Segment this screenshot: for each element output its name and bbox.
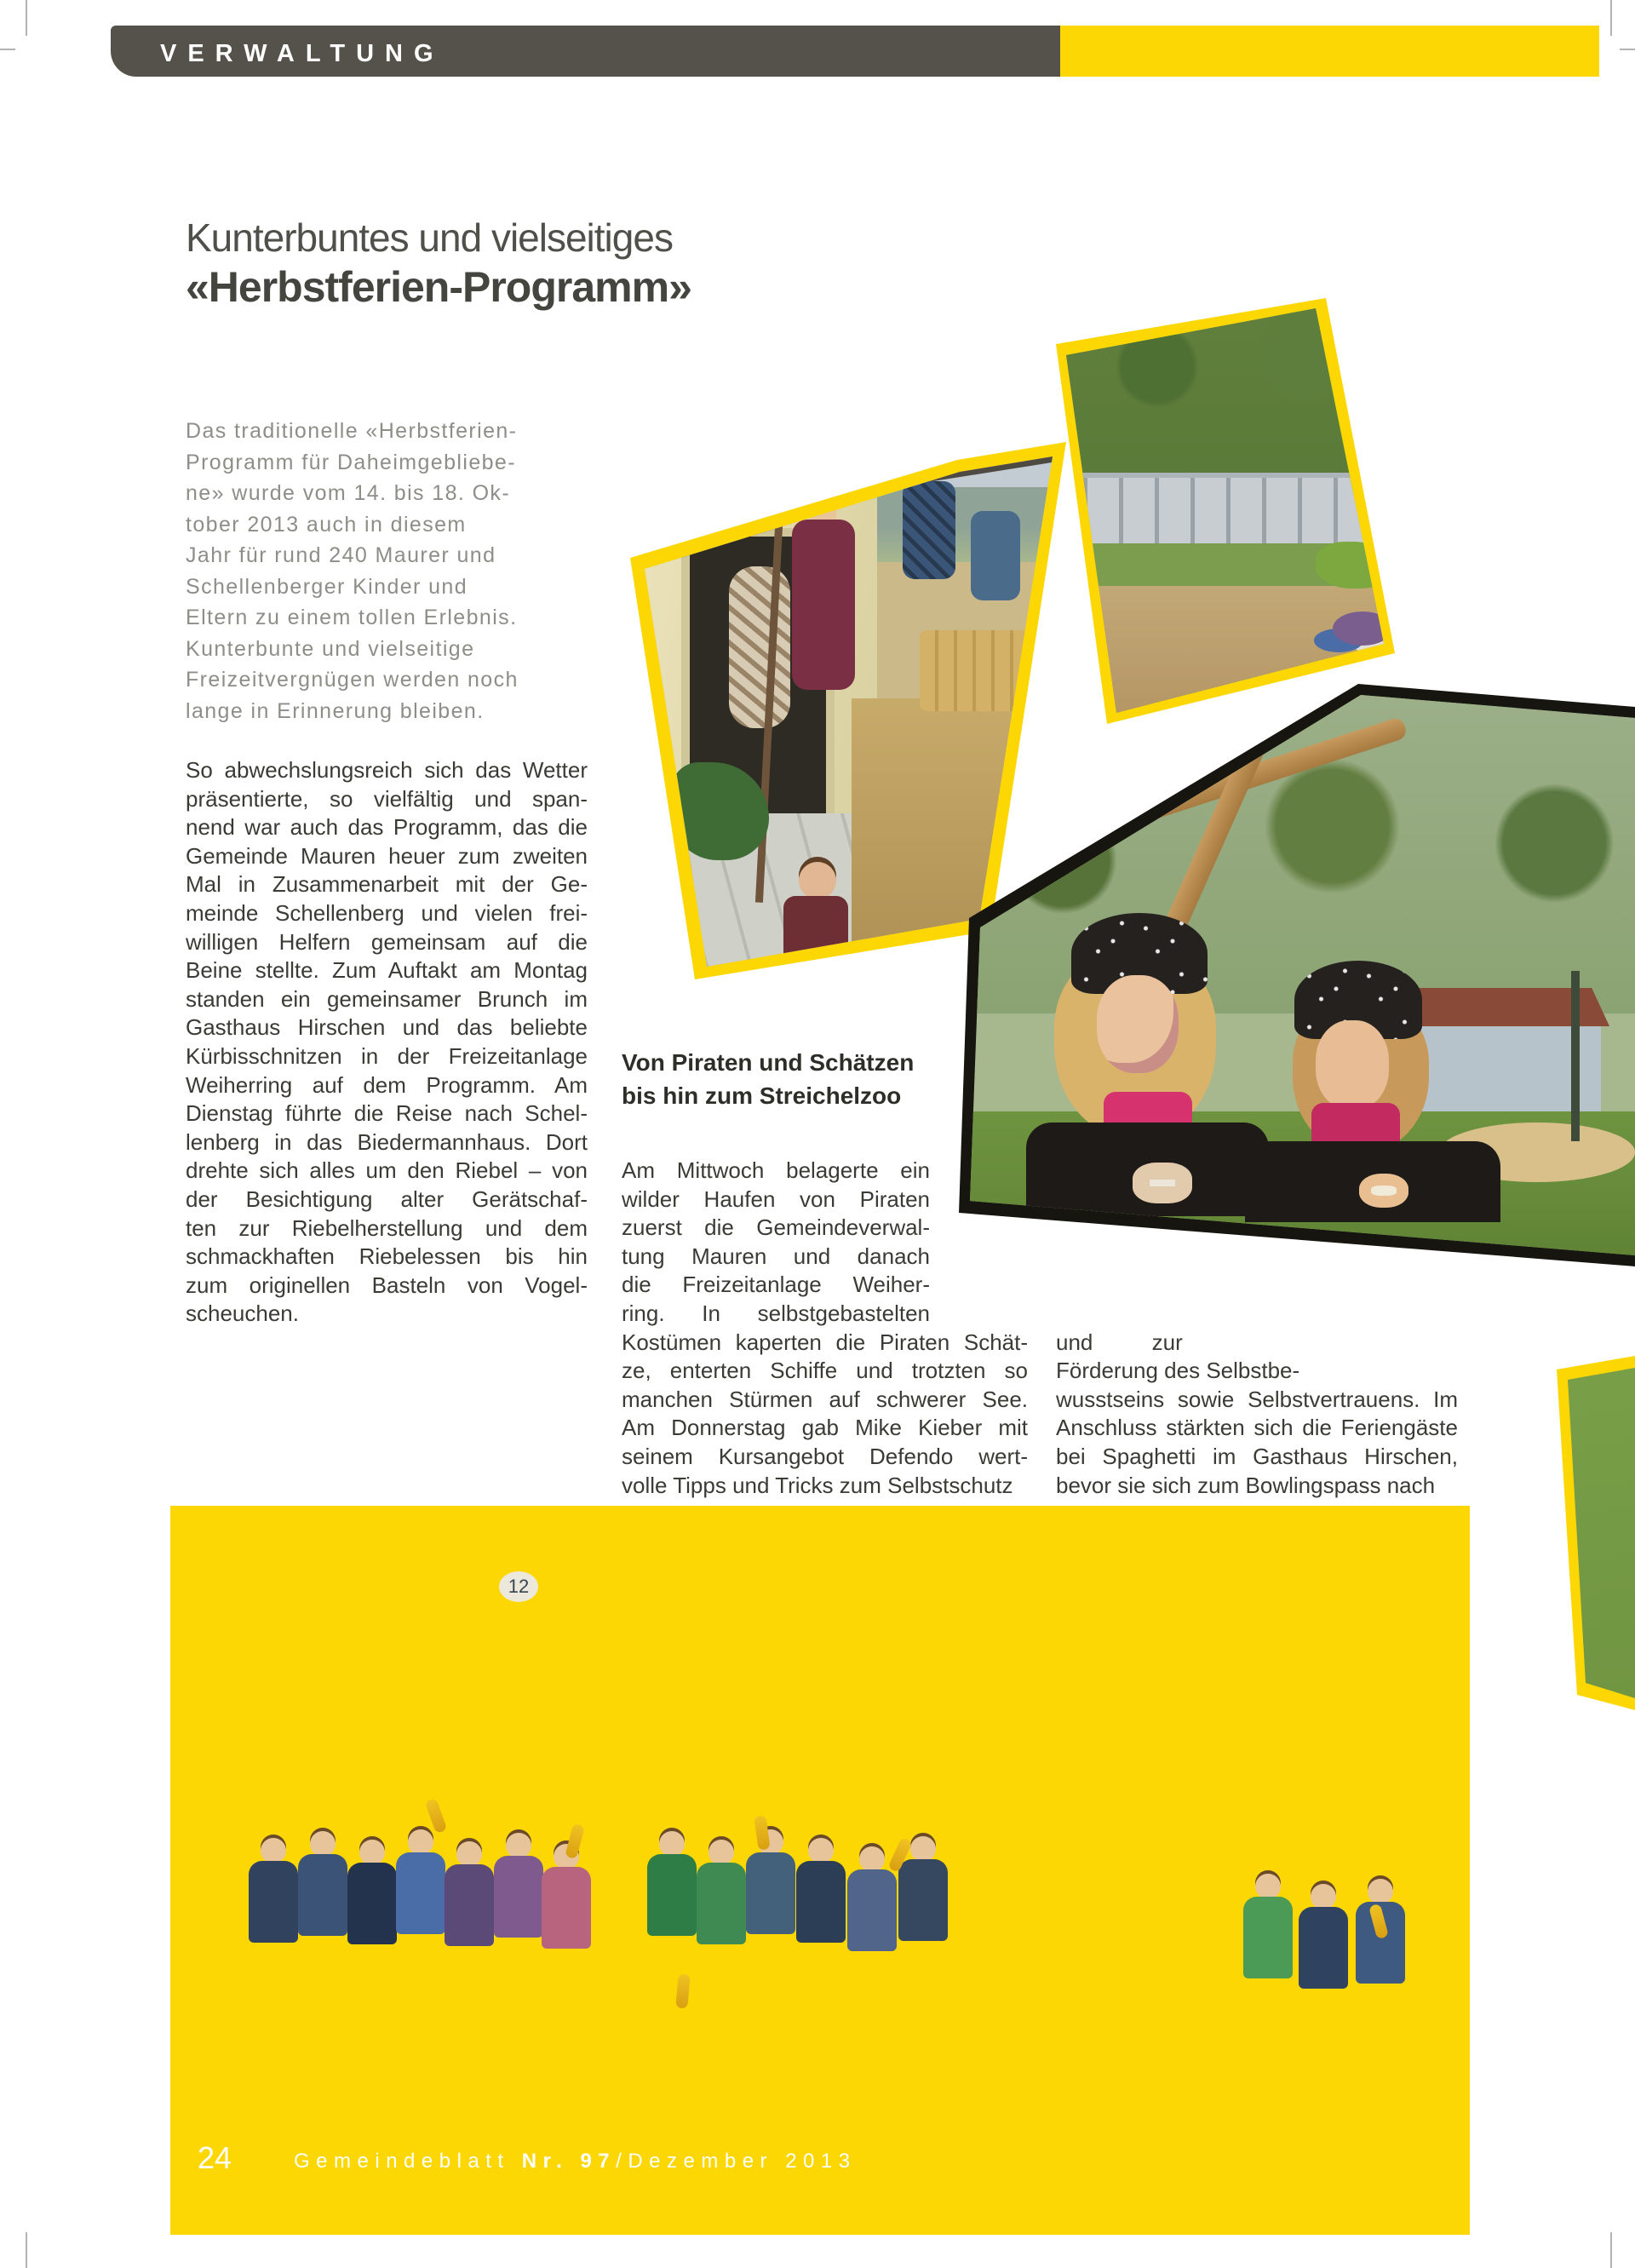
child-jacket: [847, 1869, 897, 1951]
text-line: willigen Helfern gemeinsam auf die: [186, 928, 588, 955]
child-jacket: [347, 1863, 397, 1944]
child-head: [659, 1831, 685, 1857]
text-line: Jahr für rund 240 Maurer und: [186, 543, 496, 567]
child-jacket: [494, 1856, 543, 1938]
child-jacket: [249, 1861, 298, 1943]
girl-maroon: [792, 520, 855, 690]
text-line: zum originellen Basteln von Vogel-: [186, 1272, 588, 1298]
text-line: lenberg in das Biedermannhaus. Dort: [186, 1128, 588, 1155]
subheading: [622, 1046, 914, 1112]
text-line: ze, enterten Schiffe und trotzten so: [622, 1358, 1028, 1384]
text-line: Beine stellte. Zum Auftakt am Montag: [186, 957, 588, 984]
body-column-1: [186, 756, 588, 1329]
text-line: Mal in Zusammenarbeit mit der Ge-: [186, 871, 588, 898]
child-head: [859, 1846, 885, 1872]
subheading-line1: Von Piraten und Schätzen: [622, 1049, 915, 1076]
text-line: lange in Erinnerung bleiben.: [186, 698, 485, 723]
child-head: [1311, 1884, 1336, 1909]
fence-post-c: [1571, 971, 1580, 1141]
cropmark-bottom-left-v: [26, 2232, 27, 2268]
text-line: ten zur Riebelherstellung und dem: [186, 1214, 588, 1241]
body-column-3: [1056, 1329, 1458, 1501]
child-jacket: [1243, 1897, 1293, 1978]
text-line: seinem Kursangebot Defendo wert-: [622, 1443, 1028, 1469]
child-head: [359, 1840, 385, 1865]
text-line: scheuchen.: [186, 1301, 299, 1327]
cropmark-top-left-v: [26, 0, 27, 36]
boy-body: [783, 896, 848, 968]
text-line: Anschluss stärkten sich die Feriengäste: [1056, 1415, 1458, 1441]
kid-plaid-2: [971, 511, 1020, 600]
child-jacket: [542, 1867, 591, 1949]
child-jacket: [898, 1859, 948, 1941]
child-head: [310, 1831, 336, 1857]
text-line: Weiherring auf dem Programm. Am: [186, 1071, 588, 1098]
text-line: Am Mittwoch belagerte ein: [622, 1157, 930, 1183]
cropmark-top-left-h: [0, 49, 15, 50]
text-line: drehte sich alles um den Riebel – von: [186, 1157, 588, 1184]
child-jacket: [445, 1864, 494, 1946]
text-line: wusstseins sowie Selbstvertrauens. Im: [1056, 1386, 1458, 1412]
page-number: 24: [198, 2140, 232, 2175]
text-line: Kürbisschnitzen in der Freizeitanlage: [186, 1042, 588, 1069]
child-jacket: [746, 1852, 795, 1934]
text-line: präsentierte, so vielfältig und span-: [186, 785, 588, 812]
text-line: Gemeinde Mauren heuer zum zweiten: [186, 842, 588, 869]
lead-paragraph: [186, 416, 593, 726]
text-line: der Besichtigung alter Gerätschaf-: [186, 1186, 588, 1212]
footer-issue-line: [294, 2150, 857, 2173]
article-title: [186, 213, 691, 312]
scarecrow-bundle: [729, 566, 790, 728]
section-label: VERWALTUNG: [160, 40, 445, 67]
girl1-shirt-drawing: [1133, 1163, 1192, 1203]
child-head: [408, 1829, 433, 1855]
child-jacket: [396, 1852, 445, 1934]
subheading-line2: bis hin zum Streichelzoo: [622, 1082, 902, 1109]
child-jacket: [1299, 1907, 1348, 1989]
clothes-pile: [1333, 611, 1392, 646]
cropmark-top-right-h: [1620, 49, 1635, 50]
footer-text-pre: Gemeindeblatt: [294, 2150, 522, 2173]
child-jacket: [796, 1861, 846, 1943]
text-line: Kostümen kaperten die Piraten Schät-: [622, 1329, 1028, 1355]
text-line: Schellenberger Kinder und: [186, 574, 468, 599]
text-line: zuerst die Gemeindeverwal-: [622, 1214, 930, 1241]
text-line: tober 2013 auch in diesem: [186, 512, 467, 537]
child-jacket: [647, 1854, 697, 1936]
cropmark-bottom-right-v: [1610, 2232, 1612, 2268]
trees-bg: [962, 673, 1635, 1013]
girl1-face: [1097, 975, 1179, 1073]
text-line: Das traditionelle «Herbstferien-: [186, 419, 518, 443]
trees: [1047, 281, 1414, 494]
girl2-shirt-skull: [1359, 1174, 1408, 1208]
text-line: bevor sie sich zum Bowlingspass nach: [1056, 1472, 1436, 1498]
text-line: tung Mauren und danach: [622, 1243, 930, 1269]
child-head: [910, 1836, 936, 1862]
text-line: schmackhaften Riebelessen bis hin: [186, 1243, 588, 1270]
text-line: volle Tipps und Tricks zum Selbstschutz: [622, 1472, 1013, 1498]
cropmark-top-right-v: [1610, 0, 1612, 36]
hay-bale: [920, 630, 1056, 711]
child-head: [261, 1838, 286, 1863]
article-title-line1: Kunterbuntes und vielseitiges: [186, 215, 673, 260]
child-head: [1368, 1879, 1393, 1904]
girl2-face: [1316, 1020, 1389, 1110]
text-line: ring. In selbstgebastelten: [622, 1300, 930, 1326]
text-line: Programm für Daheimgebliebe-: [186, 450, 516, 474]
text-line: Kunterbunte und vielseitige: [186, 636, 475, 661]
section-banner-accent: [1060, 26, 1599, 77]
child-head: [456, 1841, 482, 1867]
footer-text-post: /Dezember 2013: [616, 2150, 857, 2173]
springy-toy: [1316, 542, 1397, 589]
body-column-2-narrow: [622, 1157, 930, 1329]
text-line: die Freizeitanlage Weiher-: [622, 1272, 930, 1298]
footer-text-bold: Nr. 97: [521, 2150, 617, 2173]
text-line: standen ein gemeinsamer Brunch im: [186, 985, 588, 1012]
boy-head: [799, 862, 836, 899]
article-title-line2: «Herbstferien-Programm»: [186, 263, 691, 311]
text-line: Freizeitvergnügen werden noch: [186, 668, 519, 692]
text-line: So abwechslungsreich sich das Wetter: [186, 757, 588, 783]
text-line: wilder Haufen von Piraten: [622, 1186, 930, 1212]
child-head: [808, 1838, 834, 1863]
text-line: Gasthaus Hirschen und das beliebte: [186, 1014, 588, 1041]
child-jacket: [697, 1863, 746, 1944]
kid-plaid-1: [903, 481, 955, 579]
child-head: [708, 1840, 734, 1865]
text-line: Dienstag führte die Reise nach Schel-: [186, 1100, 588, 1127]
text-line: bei Spaghetti im Gasthaus Hirschen,: [1056, 1443, 1458, 1469]
text-line: Förderung des Selbstbe-: [1056, 1358, 1300, 1384]
text-line: manchen Stürmen auf schwerer See.: [622, 1386, 1028, 1412]
text-line: Eltern zu einem tollen Erlebnis.: [186, 606, 518, 629]
body-column-2-wide: [622, 1329, 1028, 1501]
child-head: [1255, 1874, 1281, 1899]
child-head: [506, 1833, 531, 1858]
text-line: Am Donnerstag gab Mike Kieber mit: [622, 1415, 1028, 1441]
text-line: meinde Schellenberg und vielen frei-: [186, 899, 588, 926]
text-line: und zur: [1056, 1329, 1183, 1355]
text-line: nend war auch das Programm, das die: [186, 814, 588, 841]
house-number-sign: 12: [499, 1571, 538, 1602]
child-jacket: [298, 1854, 347, 1936]
text-line: ne» wurde vom 14. bis 18. Ok-: [186, 481, 511, 505]
